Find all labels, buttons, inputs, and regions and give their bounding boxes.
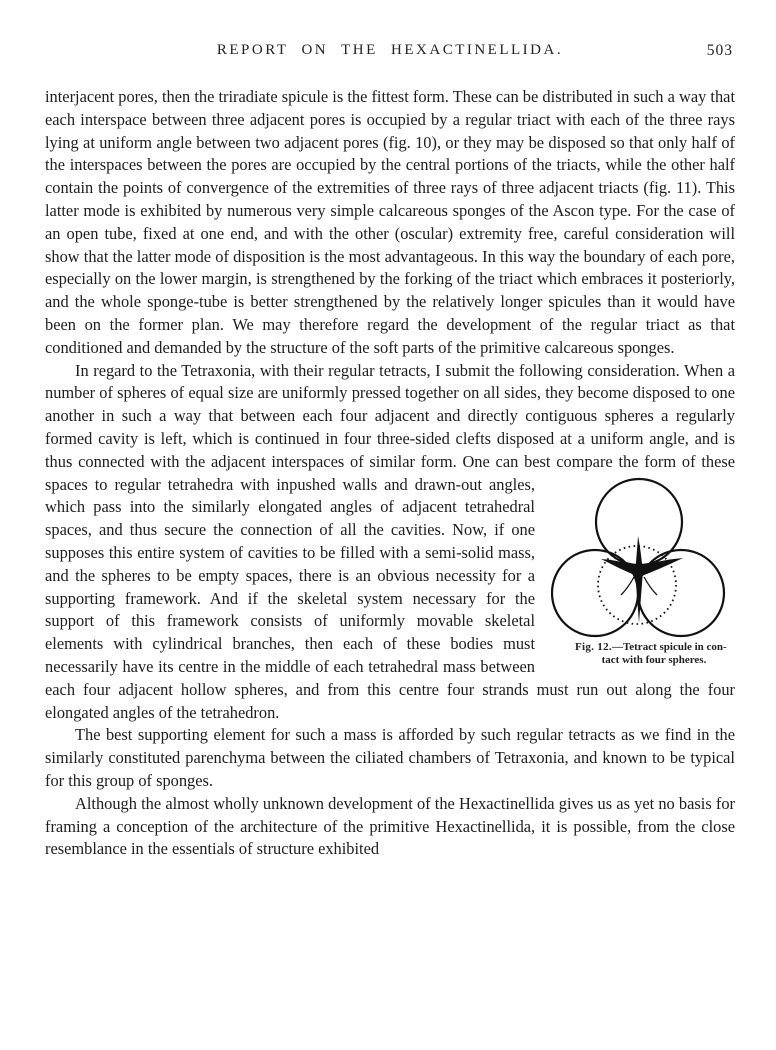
paragraph-3: The best supporting element for such a mass is afforded by such regular tetracts as we find in the similarly constituted parenchyma between the ciliated chambers of Tetraxonia, and known to be typical for this group of sponges. xyxy=(45,725,735,790)
paragraph-1: interjacent pores, then the triradiate spicule is the fittest form. These can be distributed in such a way that each interspace between three adjacent pores is occupied by a regular triact with each of the three rays lying at uniform angle between two adjacent pores (fig. 10), or they may be disposed so that only half of the interspaces between the pores are occupied by the central portions of the triacts, while the other half contain the points of convergence of the extremities of three rays of three adjacent triacts (fig. 11). This latter mode is exhibited by numerous very simple calcareous sponges of the Ascon type. For the case of an open tube, fixed at one end, and with the other (oscular) extremity free, careful consideration will show that the latter mode of disposition is the most advantageous. In this way the boundary of each pore, especially on the lower margin, is strengthened by the forking of the triact which embraces it posteriorly, and the whole sponge-tube is better strengthened by the relatively longer spicules than it would have been on the former plan. We may therefore regard the development of the regular triact as that conditioned and demanded by the structure of the soft parts of the primitive calcareous sponges. xyxy=(45,87,735,357)
figure-caption xyxy=(543,641,735,667)
figure-caption-label: Fig. 12. xyxy=(575,640,612,653)
tetract-spicule-illustration xyxy=(551,476,727,638)
spicule-right-ray xyxy=(639,558,683,577)
body-text xyxy=(45,86,735,861)
bottom-right-sphere-circle xyxy=(638,550,724,636)
spicule-flare-right xyxy=(644,577,657,595)
running-head xyxy=(45,42,735,64)
figure-caption-line1: —Tetract spicule in con- xyxy=(611,640,727,653)
paragraph-2-text-before-figure: In regard to the Tetraxonia, with their regular tetracts, I submit the following consideration. When a number of spheres of equal size are uniformly pressed together on all sides, they become disposed to one another in such a way that between each four adjacent and directly contiguous spheres a regularly formed cavity is left, which is continued in four three-sided clefts disposed at a uniform angle, and is thus connected with the adjacent interspaces of similar form. One can best compare the form of these xyxy=(45,360,735,471)
paragraph-2-text-after-figure: spaces to regular tetrahedra with inpushed walls and drawn-out angles, which pass into the similarly elongated angles of adjacent tetrahedral spaces, and thus secure the connection of all the cavities. Now, if one supposes this entire system of cavities to be filled with a semi-solid mass, and the spheres to be empty spaces, there is an obvious necessity for a supporting framework. And if the skeletal system necessary for the support of this framework consists of uniformly movable skeletal elements with cylindrical branches, then each of these bodies must necessarily have its centre in the middle of each tetrahedral mass between each four adjacent hollow spheres, and from this centre four strands must run out along the four elongated angles of the tetrahedron. xyxy=(45,474,735,722)
spicule-flare-left xyxy=(621,577,634,595)
spicule-centre xyxy=(633,567,645,577)
running-title: REPORT ON THE HEXACTINELLIDA. xyxy=(216,42,564,58)
paragraph-2 xyxy=(45,360,735,725)
figure-caption-line2: tact with four spheres. xyxy=(601,653,707,666)
page-number: 503 xyxy=(706,42,733,59)
spicule-left-ray xyxy=(601,559,639,577)
paragraph-4: Although the almost wholly unknown development of the Hexactinellida gives us as yet no basis for framing a conception of the architecture of the primitive Hexactinellida, it is possible, from the close resemblance in the essentials of structure exhibited xyxy=(45,793,735,859)
figure-12 xyxy=(543,476,735,667)
spicule-down-ray xyxy=(635,571,643,623)
